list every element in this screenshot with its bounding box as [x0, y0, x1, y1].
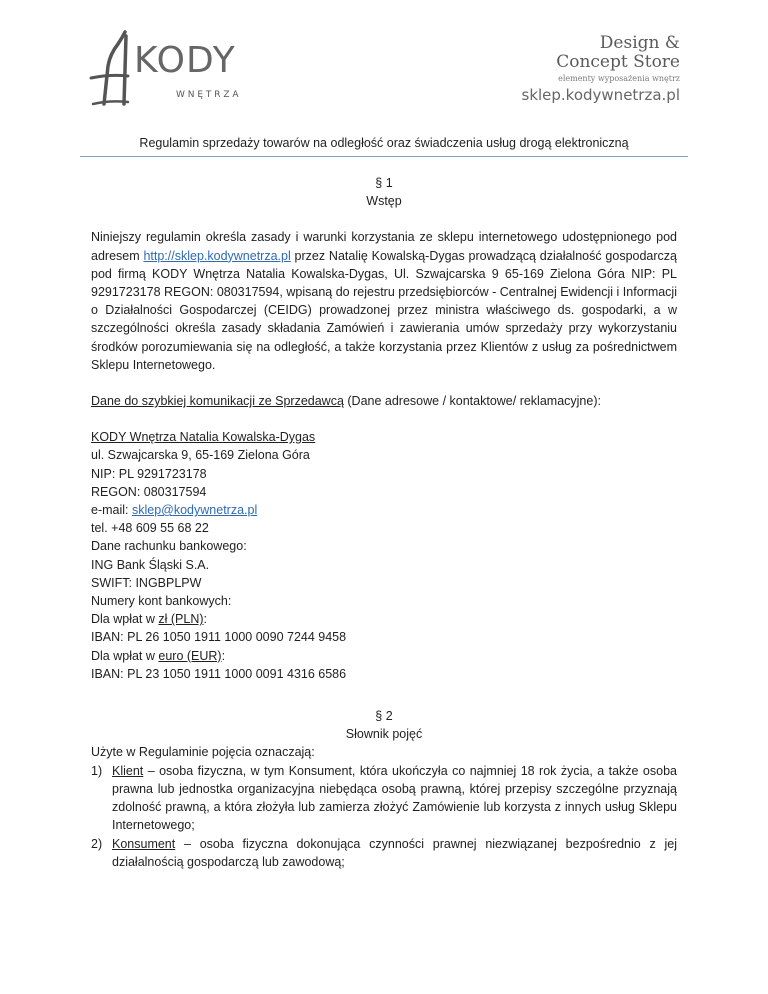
section-1-title: Wstęp — [366, 194, 402, 209]
term-konsument: Konsument — [112, 836, 176, 851]
bank-swift: SWIFT: INGBPLPW — [91, 575, 202, 590]
company-nip: NIP: PL 9291723178 — [91, 466, 207, 481]
company-name: KODY Wnętrza Natalia Kowalska-Dygas — [91, 430, 316, 445]
svg-text:KODY: KODY — [134, 40, 236, 81]
eur-label: Dla wpłat w euro (EUR): — [91, 648, 226, 663]
section-2-number: § 2 — [375, 709, 393, 724]
kody-logo — [88, 26, 288, 108]
definitions-intro: Użyte w Regulaminie pojęcia oznaczają: — [91, 745, 315, 760]
title-divider — [80, 156, 688, 157]
section-2-title: Słownik pojęć — [345, 727, 423, 742]
svg-text:W N Ę T R Z A: W N Ę T R Z A — [176, 90, 239, 100]
contact-heading: Dane do szybkiej komunikacji ze Sprzedawcą (Dane adresowe / kontaktowe/ reklamacyjne): — [91, 394, 601, 409]
company-email: e-mail: sklep@kodywnetrza.pl — [91, 503, 258, 518]
bank-heading: Dane rachunku bankowego: — [91, 539, 247, 554]
company-address: ul. Szwajcarska 9, 65-169 Zielona Góra — [91, 448, 310, 463]
brand-url[interactable]: sklep.kodywnetrza.pl — [521, 86, 680, 104]
document-body — [91, 174, 677, 871]
brand-tagline: elementy wyposażenia wnętrz — [558, 74, 680, 83]
pln-label: Dla wpłat w zł (PLN): — [91, 612, 208, 627]
eur-iban: IBAN: PL 23 1050 1911 1000 0091 4316 6586 — [91, 666, 347, 681]
brand-block — [522, 34, 681, 105]
list-item: 2) Konsument – osoba fizyczna dokonująca czynności prawnej niezwiązanej bezpośrednio z jej działalnością gospodarczą lub zawodową; — [91, 836, 677, 869]
company-phone: tel. +48 609 55 68 22 — [91, 521, 209, 536]
pln-iban: IBAN: PL 26 1050 1911 1000 0090 7244 9458 — [91, 630, 347, 645]
accounts-heading: Numery kont bankowych: — [91, 594, 232, 609]
bank-name: ING Bank Śląski S.A. — [91, 557, 210, 572]
term-klient: Klient — [112, 763, 144, 778]
kody-logo-mark — [88, 26, 288, 108]
intro-paragraph: Niniejszy regulamin określa zasady i warunki korzystania ze sklepu internetowego udostępnionego pod adresem http://sklep.kodywnetrza.pl przez Natalię Kowalską-Dygas prowadzącą działalność gospodarczą pod firmą KODY Wnętrza Natalia Kowalska-Dygas, Ul. Szwajcarska 9 65-169 Zielona Góra NIP: PL 9291723178 REGON: 080317594, wpisaną do rejestru przedsiębiorców - Centralnej Ewidencji i Informacji o Działalności Gospodarczej (CEIDG) prowadzonej przez ministra właściwego ds. gospodarki, a w szczególności określa zasady składania Zamówień i zawierania umów sprzedaży przy wykorzystaniu środków porozumiewania się na odległość, a także korzystania przez Klientów z usług za pośrednictwem Sklepu Internetowego. — [91, 230, 677, 372]
email-link[interactable]: sklep@kodywnetrza.pl — [131, 503, 258, 518]
section-1-number: § 1 — [375, 176, 393, 190]
list-item: 1) Klient – osoba fizyczna, w tym Konsument, która ukończyła co najmniej 18 rok życia, a także osoba prawna lub jednostka organizacyjna niebędąca osobą prawną, której przepisy szczególne przyznają zdolność prawną, a która złożyła lub zamierza złożyć Zamówienie lub korzysta z innych usług Sklepu Internetowego; — [91, 763, 677, 833]
brand-concept-store: Concept Store — [556, 52, 680, 72]
document-title: Regulamin sprzedaży towarów na odległość oraz świadczenia usług drogą elektroniczną — [139, 136, 629, 150]
definitions-list — [91, 762, 677, 871]
shop-link[interactable]: http://sklep.kodywnetrza.pl — [143, 248, 291, 263]
brand-design: Design & — [599, 33, 680, 53]
company-regon: REGON: 080317594 — [91, 484, 207, 499]
